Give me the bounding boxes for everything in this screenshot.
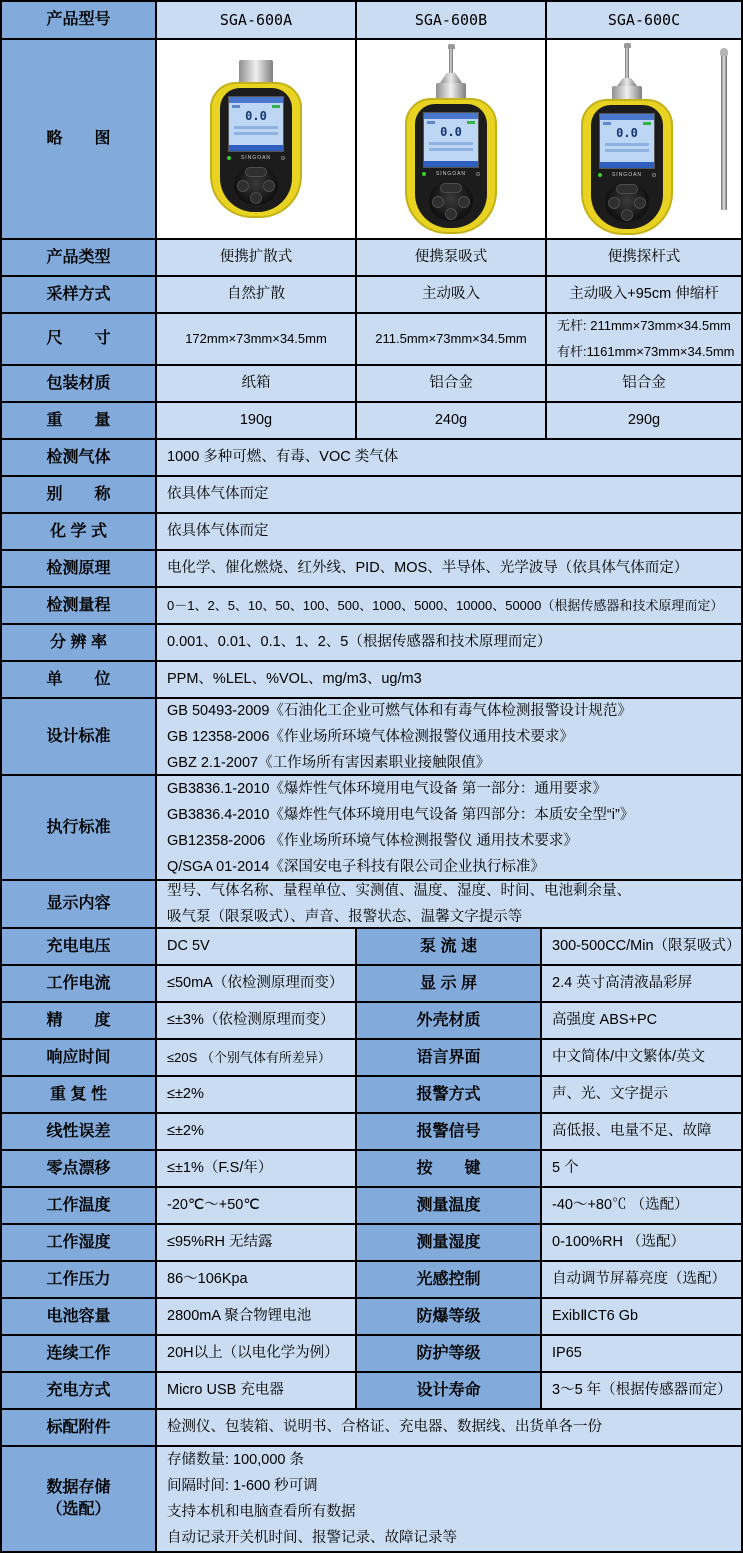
cell-value: DC 5V (157, 929, 357, 966)
standard-line: GB 12358-2006《作业场所环境气体检测报警仪通用技术要求》 (167, 728, 574, 745)
row-label (2, 1447, 157, 1553)
cell-value: -20℃～+50℃ (157, 1188, 357, 1225)
table-row (2, 1336, 743, 1373)
row-label: 连续工作 (2, 1336, 157, 1373)
row-label: 充电方式 (2, 1373, 157, 1410)
row-label: 标配附件 (2, 1410, 157, 1447)
row-label: 别 称 (2, 477, 157, 514)
device-screen (423, 112, 479, 168)
row-label: 精 度 (2, 1003, 157, 1040)
model-name-b: SGA-600B (357, 2, 547, 40)
cell-value: 2.4 英寸高清液晶彩屏 (542, 966, 743, 1003)
sketch-cell-c (547, 40, 743, 240)
cell-value: 5 个 (542, 1151, 743, 1188)
row-label: 执行标准 (2, 776, 157, 881)
table-row (2, 403, 743, 440)
storage-line: 自动记录开关机时间、报警记录、故障记录等 (167, 1530, 457, 1546)
row-label: 工作温度 (2, 1188, 157, 1225)
row-label: 电池容量 (2, 1299, 157, 1336)
status-led-icon (227, 156, 231, 160)
dimension-line: 有杆:1161mm×73mm×34.5mm (557, 344, 735, 359)
row-label: 显 示 屏 (357, 966, 542, 1003)
row-label: 测量温度 (357, 1188, 542, 1225)
row-label: 包装材质 (2, 366, 157, 403)
table-row-sketch (2, 40, 743, 240)
standard-line: GB3836.1-2010《爆炸性气体环境用电气设备 第一部分：通用要求》 (167, 780, 607, 797)
standard-line: GB 50493-2009《石油化工企业可燃气体和有毒气体检测报警设计规范》 (167, 702, 632, 719)
table-row (2, 1188, 743, 1225)
cell-value: IP65 (542, 1336, 743, 1373)
table-row (2, 277, 743, 314)
row-label-sketch: 略 图 (2, 40, 157, 240)
table-row (2, 1040, 743, 1077)
row-label: 工作压力 (2, 1262, 157, 1299)
model-name-a: SGA-600A (157, 2, 357, 40)
cell-value: 纸箱 (157, 366, 357, 403)
table-row (2, 929, 743, 966)
row-label-line: （选配） (46, 1501, 111, 1518)
table-row (2, 1114, 743, 1151)
standard-line: GBZ 2.1-2007《工作场所有害因素职业接触限值》 (167, 754, 491, 771)
cell-value: 211.5mm×73mm×34.5mm (357, 314, 547, 366)
cell-value: Micro USB 充电器 (157, 1373, 357, 1410)
cell-value: 300-500CC/Min（限泵吸式） (542, 929, 743, 966)
device-body (210, 82, 302, 218)
cell-value: 0－1、2、5、10、50、100、500、1000、5000、10000、50000（根据传感器和技术原理而定） (157, 588, 743, 625)
row-label: 防护等级 (357, 1336, 542, 1373)
row-label: 工作电流 (2, 966, 157, 1003)
table-row (2, 1151, 743, 1188)
sensor-cap-icon (239, 60, 273, 84)
table-row (2, 662, 743, 699)
screen-reading: 0.0 (245, 109, 267, 123)
cell-value (157, 881, 743, 929)
row-label: 化 学 式 (2, 514, 157, 551)
row-label: 线性误差 (2, 1114, 157, 1151)
cell-value: -40～+80℃ （选配） (542, 1188, 743, 1225)
row-label-line: 数据存储 (46, 1479, 111, 1497)
row-label: 检测气体 (2, 440, 157, 477)
screen-reading: 0.0 (440, 125, 462, 139)
table-row (2, 1410, 743, 1447)
power-icon (281, 156, 285, 160)
status-led-icon (422, 172, 426, 176)
cell-value: 190g (157, 403, 357, 440)
device-c-illustration (581, 43, 673, 235)
dimension-line: 无杆: 211mm×73mm×34.5mm (557, 318, 731, 333)
table-row (2, 240, 743, 277)
cell-value: 检测仪、包装箱、说明书、合格证、充电器、数据线、出货单各一份 (157, 1410, 743, 1447)
power-icon (652, 173, 656, 177)
table-row (2, 1225, 743, 1262)
cell-value: 0-100%RH （选配） (542, 1225, 743, 1262)
storage-line: 间隔时间: 1-600 秒可调 (167, 1478, 318, 1494)
display-content-line: 吸气泵（限泵吸式）、声音、报警状态、温馨文字提示等 (167, 909, 523, 925)
row-label: 设计标准 (2, 699, 157, 776)
brand-label: SINGOAN (240, 154, 272, 161)
row-label: 检测量程 (2, 588, 157, 625)
row-label: 重 量 (2, 403, 157, 440)
table-row (2, 514, 743, 551)
cell-value: 便携探杆式 (547, 240, 743, 277)
device-keypad (234, 165, 278, 205)
telescopic-rod-icon (721, 52, 727, 210)
cell-value: 1000 多种可燃、有毒、VOC 类气体 (157, 440, 743, 477)
cell-value: 20H以上（以电化学为例） (157, 1336, 357, 1373)
status-led-icon (598, 173, 602, 177)
table-row (2, 881, 743, 929)
device-keypad (429, 181, 473, 221)
display-content-line: 型号、气体名称、量程单位、实测值、温度、湿度、时间、电池剩余量、 (167, 883, 631, 899)
standard-line: GB3836.4-2010《爆炸性气体环境用电气设备 第四部分：本质安全型“i”》 (167, 806, 635, 823)
cell-value (547, 314, 743, 366)
cell-value: 86～106Kpa (157, 1262, 357, 1299)
row-label: 尺 寸 (2, 314, 157, 366)
row-label: 光感控制 (357, 1262, 542, 1299)
table-row (2, 625, 743, 662)
table-row (2, 314, 743, 366)
row-label: 设计寿命 (357, 1373, 542, 1410)
table-row (2, 366, 743, 403)
cell-value: 依具体气体而定 (157, 514, 743, 551)
row-label: 报警方式 (357, 1077, 542, 1114)
table-row (2, 1262, 743, 1299)
table-row (2, 1373, 743, 1410)
table-row (2, 966, 743, 1003)
table-row (2, 776, 743, 881)
device-keypad (605, 182, 649, 222)
cell-value: 0.001、0.01、0.1、1、2、5（根据传感器和技术原理而定） (157, 625, 743, 662)
row-label: 测量湿度 (357, 1225, 542, 1262)
row-label: 检测原理 (2, 551, 157, 588)
cell-value: 2800mA 聚合物锂电池 (157, 1299, 357, 1336)
row-label: 响应时间 (2, 1040, 157, 1077)
row-label: 工作湿度 (2, 1225, 157, 1262)
row-label-model: 产品型号 (2, 2, 157, 40)
table-row (2, 1299, 743, 1336)
row-label: 单 位 (2, 662, 157, 699)
probe-rod-icon (449, 49, 453, 73)
row-label: 分 辨 率 (2, 625, 157, 662)
table-row (2, 440, 743, 477)
row-label: 产品类型 (2, 240, 157, 277)
probe-cone-icon (440, 73, 462, 83)
probe-cone-icon (617, 78, 637, 86)
cell-value: ≤±1%（F.S/年） (157, 1151, 357, 1188)
cell-value: ≤95%RH 无结露 (157, 1225, 357, 1262)
cell-value: 主动吸入 (357, 277, 547, 314)
cell-value: 高强度 ABS+PC (542, 1003, 743, 1040)
cell-value: 中文简体/中文繁体/英文 (542, 1040, 743, 1077)
cell-value: 3～5 年（根据传感器而定） (542, 1373, 743, 1410)
cell-value: 电化学、催化燃烧、红外线、PID、MOS、半导体、光学波导（依具体气体而定） (157, 551, 743, 588)
device-screen (599, 113, 655, 169)
row-label: 语言界面 (357, 1040, 542, 1077)
row-label: 外壳材质 (357, 1003, 542, 1040)
cell-value: ExibⅡCT6 Gb (542, 1299, 743, 1336)
cell-value: ≤±2% (157, 1077, 357, 1114)
table-row-model (2, 2, 743, 40)
cell-value (157, 776, 743, 881)
cell-value: 自然扩散 (157, 277, 357, 314)
table-row (2, 1003, 743, 1040)
device-b-illustration (405, 44, 497, 234)
sketch-cell-b (357, 40, 547, 240)
cell-value (157, 699, 743, 776)
cell-value: 240g (357, 403, 547, 440)
cell-value: 铝合金 (357, 366, 547, 403)
standard-line: Q/SGA 01-2014《深国安电子科技有限公司企业执行标准》 (167, 858, 545, 875)
cell-value: 290g (547, 403, 743, 440)
row-label: 报警信号 (357, 1114, 542, 1151)
row-label: 零点漂移 (2, 1151, 157, 1188)
row-label: 显示内容 (2, 881, 157, 929)
brand-label: SINGOAN (435, 170, 467, 177)
cell-value: ≤±3%（依检测原理而变） (157, 1003, 357, 1040)
device-a-illustration (210, 60, 302, 218)
cell-value: 主动吸入+95cm 伸缩杆 (547, 277, 743, 314)
row-label: 采样方式 (2, 277, 157, 314)
cell-value: 便携扩散式 (157, 240, 357, 277)
cell-value: 便携泵吸式 (357, 240, 547, 277)
probe-rod-icon (625, 48, 629, 78)
cell-value: 声、光、文字提示 (542, 1077, 743, 1114)
device-body (581, 99, 673, 235)
cell-value: 依具体气体而定 (157, 477, 743, 514)
sketch-cell-a (157, 40, 357, 240)
standard-line: GB12358-2006 《作业场所环境气体检测报警仪 通用技术要求》 (167, 832, 578, 849)
row-label: 按 键 (357, 1151, 542, 1188)
device-screen (228, 96, 284, 152)
cell-value: ≤50mA（依检测原理而变） (157, 966, 357, 1003)
cell-value: 铝合金 (547, 366, 743, 403)
table-row (2, 588, 743, 625)
screen-reading: 0.0 (616, 126, 638, 140)
cell-value: PPM、%LEL、%VOL、mg/m3、ug/m3 (157, 662, 743, 699)
cell-value (157, 1447, 743, 1553)
row-label: 防爆等级 (357, 1299, 542, 1336)
row-label: 泵 流 速 (357, 929, 542, 966)
cell-value: 高低报、电量不足、故障 (542, 1114, 743, 1151)
storage-line: 支持本机和电脑查看所有数据 (167, 1504, 356, 1520)
cell-value: ≤±2% (157, 1114, 357, 1151)
table-row (2, 551, 743, 588)
table-row (2, 699, 743, 776)
row-label: 重 复 性 (2, 1077, 157, 1114)
model-name-c: SGA-600C (547, 2, 743, 40)
table-row (2, 1447, 743, 1553)
storage-line: 存储数量: 100,000 条 (167, 1452, 304, 1468)
cell-value: ≤20S （个别气体有所差异） (157, 1040, 357, 1077)
row-label: 充电电压 (2, 929, 157, 966)
power-icon (476, 172, 480, 176)
device-body (405, 98, 497, 234)
cell-value: 自动调节屏幕亮度（选配） (542, 1262, 743, 1299)
table-row (2, 1077, 743, 1114)
cell-value: 172mm×73mm×34.5mm (157, 314, 357, 366)
brand-label: SINGOAN (611, 171, 643, 178)
table-row (2, 477, 743, 514)
